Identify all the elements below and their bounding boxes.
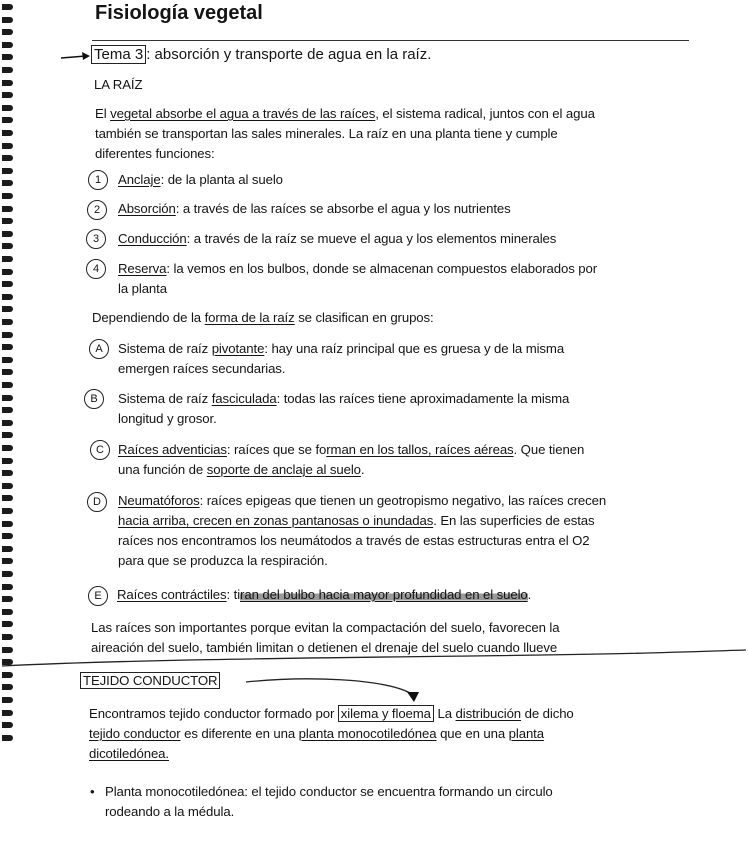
function-text: : a través de la raíz se mueve el agua y los elementos minerales bbox=[186, 231, 557, 246]
tejido-underlined: distribución bbox=[455, 706, 522, 721]
group-text: : hay una raíz principal que es gruesa y de la misma bbox=[264, 341, 565, 356]
bullet-marker: • bbox=[90, 784, 95, 799]
group-text: una función de bbox=[118, 462, 207, 477]
function-label: Reserva bbox=[118, 261, 167, 276]
function-label: Anclaje bbox=[118, 172, 161, 187]
group-underlined: rman en los tallos, raíces aéreas bbox=[326, 442, 514, 457]
intro-paragraph bbox=[95, 104, 695, 164]
group-text: : raíces que se fo bbox=[226, 442, 327, 457]
tejido-paragraph bbox=[89, 704, 689, 764]
section-heading: LA RAÍZ bbox=[94, 77, 143, 92]
tejido-heading-box: TEJIDO CONDUCTOR bbox=[80, 672, 220, 689]
hand-drawn-divider bbox=[0, 648, 748, 670]
group-letter: D bbox=[87, 492, 107, 512]
group-text: Sistema de raíz bbox=[118, 391, 212, 406]
group-text: . bbox=[360, 462, 365, 477]
connector-arrow-icon bbox=[244, 672, 424, 708]
list-item bbox=[117, 585, 531, 605]
group-text: : ti bbox=[226, 587, 241, 602]
group-term: Neumatóforos bbox=[118, 493, 200, 508]
tejido-text: que en una bbox=[436, 726, 509, 741]
group-term: Raíces contráctiles bbox=[117, 587, 227, 602]
group-term: Raíces adventicias bbox=[118, 442, 227, 457]
tejido-underlined: planta monocotiledónea bbox=[298, 726, 437, 741]
group-letter: B bbox=[84, 389, 104, 409]
tejido-text: La bbox=[433, 706, 456, 721]
group-text: . bbox=[527, 587, 532, 602]
group-letter: C bbox=[90, 440, 110, 460]
intro-text-2: , el sistema radical, juntos con el agua bbox=[375, 106, 595, 121]
function-label: Absorción bbox=[118, 201, 176, 216]
groups-intro bbox=[92, 308, 434, 328]
importance-line-2: aireación del suelo, también limitan o detienen el drenaje del suelo cuando llueve bbox=[91, 640, 558, 655]
group-text-cont: para que se produzca la respiración. bbox=[118, 553, 328, 568]
list-number: 4 bbox=[86, 259, 106, 279]
list-number: 2 bbox=[87, 200, 107, 220]
group-underlined: hacia arriba, crecen en zonas pantanosas o inundadas bbox=[118, 513, 434, 528]
group-text-cont: longitud y grosor. bbox=[118, 411, 217, 426]
tejido-text: de dicho bbox=[521, 706, 574, 721]
intro-text-1: El bbox=[95, 106, 111, 121]
groups-intro-underlined: forma de la raíz bbox=[204, 310, 295, 325]
function-label: Conducción bbox=[118, 231, 187, 246]
function-text: : a través de las raíces se absorbe el agua y los nutrientes bbox=[175, 201, 511, 216]
function-text: : de la planta al suelo bbox=[160, 172, 283, 187]
bullet-line-1: Planta monocotiledónea: el tejido conductor se encuentra formando un circulo bbox=[105, 784, 553, 799]
group-text-cont: emergen raíces secundarias. bbox=[118, 361, 286, 376]
group-letter: A bbox=[89, 339, 109, 359]
tejido-underlined: tejido conductor bbox=[89, 726, 181, 741]
group-text: . En las superficies de estas bbox=[433, 513, 595, 528]
tema-subtitle: : absorción y transporte de agua en la raíz. bbox=[146, 46, 432, 63]
group-text: : todas las raíces tiene aproximadamente la misma bbox=[276, 391, 570, 406]
importance-line-1: Las raíces son importantes porque evitan la compactación del suelo, favorecen la bbox=[91, 620, 560, 635]
list-item bbox=[118, 199, 511, 219]
list-item bbox=[118, 440, 678, 480]
group-term: pivotante bbox=[211, 341, 265, 356]
function-text: : la vemos en los bulbos, donde se almacenan compuestos elaborados por bbox=[166, 261, 598, 276]
tejido-text: Encontramos tejido conductor formado por bbox=[89, 706, 338, 721]
group-text: Sistema de raíz bbox=[118, 341, 212, 356]
page-title: Fisiología vegetal bbox=[95, 2, 263, 24]
list-item bbox=[118, 170, 283, 190]
group-text-cont: raíces nos encontramos los neumátodos a través de estas estructuras entra el O2 bbox=[118, 533, 590, 548]
groups-intro-text-2: se clasifican en grupos: bbox=[294, 310, 434, 325]
intro-underlined: vegetal absorbe el agua a través de las raíces bbox=[110, 106, 376, 121]
list-item bbox=[118, 259, 678, 299]
list-item bbox=[118, 389, 678, 429]
tejido-underlined: dicotiledónea. bbox=[89, 746, 169, 761]
group-text: . Que tienen bbox=[513, 442, 585, 457]
list-item bbox=[118, 491, 688, 571]
groups-intro-text-1: Dependiendo de la bbox=[92, 310, 205, 325]
intro-line-3: diferentes funciones: bbox=[95, 146, 215, 161]
bullet-item bbox=[105, 782, 695, 822]
list-item bbox=[118, 229, 556, 249]
tema-box: Tema 3 bbox=[91, 45, 146, 64]
intro-line-2: también se transportan las sales minerales. La raíz en una planta tiene y cumple bbox=[95, 126, 558, 141]
list-number: 1 bbox=[88, 170, 108, 190]
tema-line bbox=[91, 45, 431, 65]
arrow-icon bbox=[60, 50, 92, 64]
highlighted-text: ran del bulbo hacia mayor profundidad en el suelo bbox=[240, 587, 528, 602]
bullet-line-2: rodeando a la médula. bbox=[105, 804, 235, 819]
list-number: 3 bbox=[86, 229, 106, 249]
group-term: fasciculada bbox=[211, 391, 277, 406]
tejido-underlined: planta bbox=[508, 726, 544, 741]
title-rule bbox=[92, 40, 689, 41]
tejido-heading bbox=[80, 671, 220, 691]
function-text-cont: la planta bbox=[118, 281, 167, 296]
group-underlined: soporte de anclaje al suelo bbox=[206, 462, 361, 477]
tejido-text: es diferente en una bbox=[180, 726, 299, 741]
list-item bbox=[118, 339, 678, 379]
group-letter: E bbox=[88, 586, 108, 606]
group-text: : raíces epigeas que tienen un geotropismo negativo, las raíces crecen bbox=[199, 493, 607, 508]
xilema-floema-box: xilema y floema bbox=[338, 705, 434, 722]
